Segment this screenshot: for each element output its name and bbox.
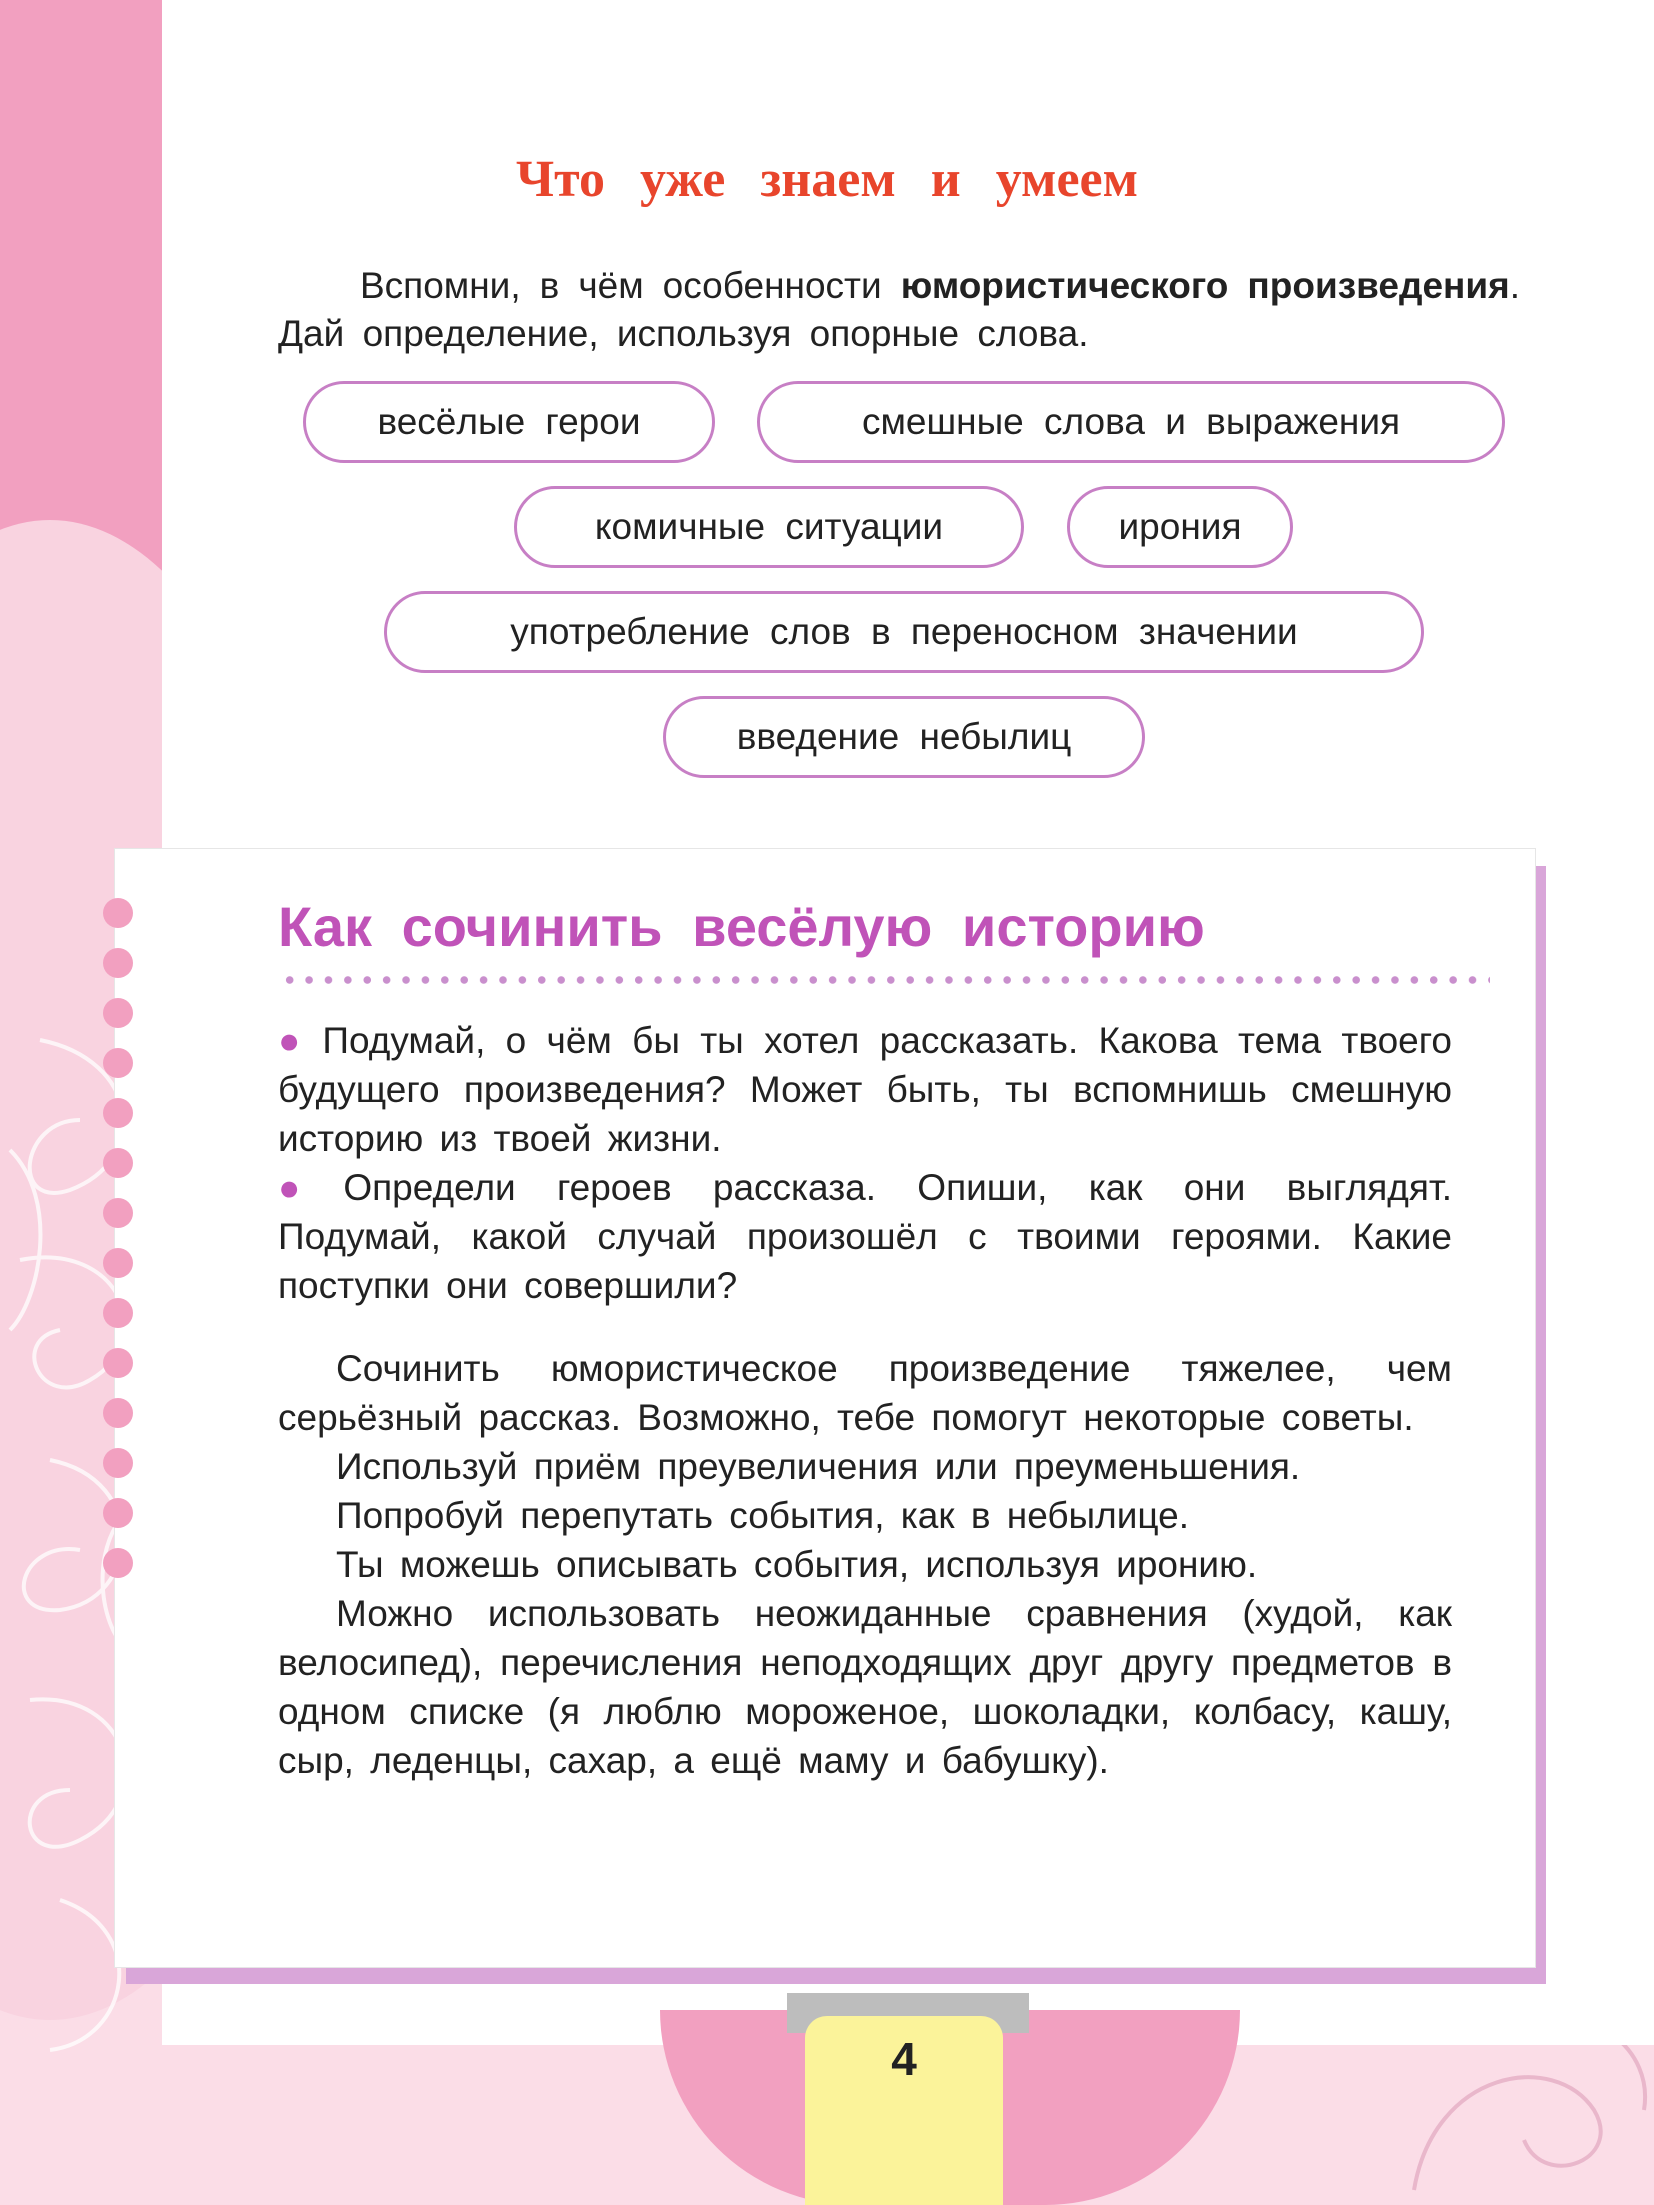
notebook-hole xyxy=(103,1348,133,1378)
paragraph xyxy=(278,1540,1452,1589)
notebook-hole xyxy=(103,1498,133,1528)
bullet-item xyxy=(278,1016,1452,1163)
notebook-hole xyxy=(103,998,133,1028)
notebook-hole xyxy=(103,1398,133,1428)
intro-text-end: . Дай определение, используя опорные слова. xyxy=(278,265,1520,354)
page-title: Что уже знаем и умеем xyxy=(515,151,1139,208)
bullet-item xyxy=(278,1163,1452,1310)
paragraph xyxy=(278,1589,1452,1785)
keyword-pill: употребление слов в переносном значении xyxy=(384,591,1424,673)
bullet-dot-icon: ● xyxy=(278,1167,326,1208)
keyword-pill: весёлые герои xyxy=(303,381,715,463)
keyword-pill: смешные слова и выражения xyxy=(757,381,1505,463)
paragraph-text: Сочинить юмористическое произведение тяжелее, чем серьёзный рассказ. Возможно, тебе помогут некоторые советы. xyxy=(278,1348,1452,1438)
notebook-hole xyxy=(103,1098,133,1128)
paragraph xyxy=(278,1442,1452,1491)
notebook-hole xyxy=(103,1198,133,1228)
bullet-list xyxy=(278,1016,1452,1310)
advice-paragraphs xyxy=(278,1344,1452,1785)
notebook-hole xyxy=(103,1448,133,1478)
notebook-hole xyxy=(103,1248,133,1278)
paragraph xyxy=(278,1344,1452,1442)
dotted-divider xyxy=(280,976,1490,984)
intro-paragraph xyxy=(278,262,1520,358)
bullet-dot-icon: ● xyxy=(278,1020,305,1061)
card-title: Как сочинить весёлую историю xyxy=(278,895,1205,958)
paragraph-text: Попробуй перепутать события, как в небылице. xyxy=(336,1495,1190,1536)
page-number: 4 xyxy=(805,2016,1003,2205)
notebook-hole xyxy=(103,948,133,978)
keyword-pill: введение небылиц xyxy=(663,696,1145,778)
notebook-hole xyxy=(103,898,133,928)
paragraph-text: Ты можешь описывать события, используя иронию. xyxy=(336,1544,1258,1585)
bullet-text: Подумай, о чём бы ты хотел рассказать. Какова тема твоего будущего произведения? Может быть, ты вспомнишь смешную историю из твоей жизни. xyxy=(278,1020,1452,1159)
keyword-pill: комичные ситуации xyxy=(514,486,1024,568)
paragraph xyxy=(278,1491,1452,1540)
paragraph-text: Можно использовать неожиданные сравнения (худой, как велосипед), перечисления неподходящих друг другу предметов в одном списке (я люблю мороженое, шоколадки, колбасу, кашу, сыр, леденцы, сахар, а ещё маму и бабушку). xyxy=(278,1593,1452,1781)
keyword-pill: ирония xyxy=(1067,486,1293,568)
bullet-text: Определи героев рассказа. Опиши, как они выглядят. Подумай, какой случай произошёл с твоими героями. Какие поступки они совершили? xyxy=(278,1167,1452,1306)
notebook-hole xyxy=(103,1298,133,1328)
intro-text-start: Вспомни, в чём особенности xyxy=(360,265,901,306)
notebook-hole xyxy=(103,1148,133,1178)
notebook-hole xyxy=(103,1548,133,1578)
paragraph-text: Используй приём преувеличения или преуменьшения. xyxy=(336,1446,1301,1487)
notebook-hole xyxy=(103,1048,133,1078)
intro-bold-term: юмористического произведения xyxy=(900,265,1510,306)
